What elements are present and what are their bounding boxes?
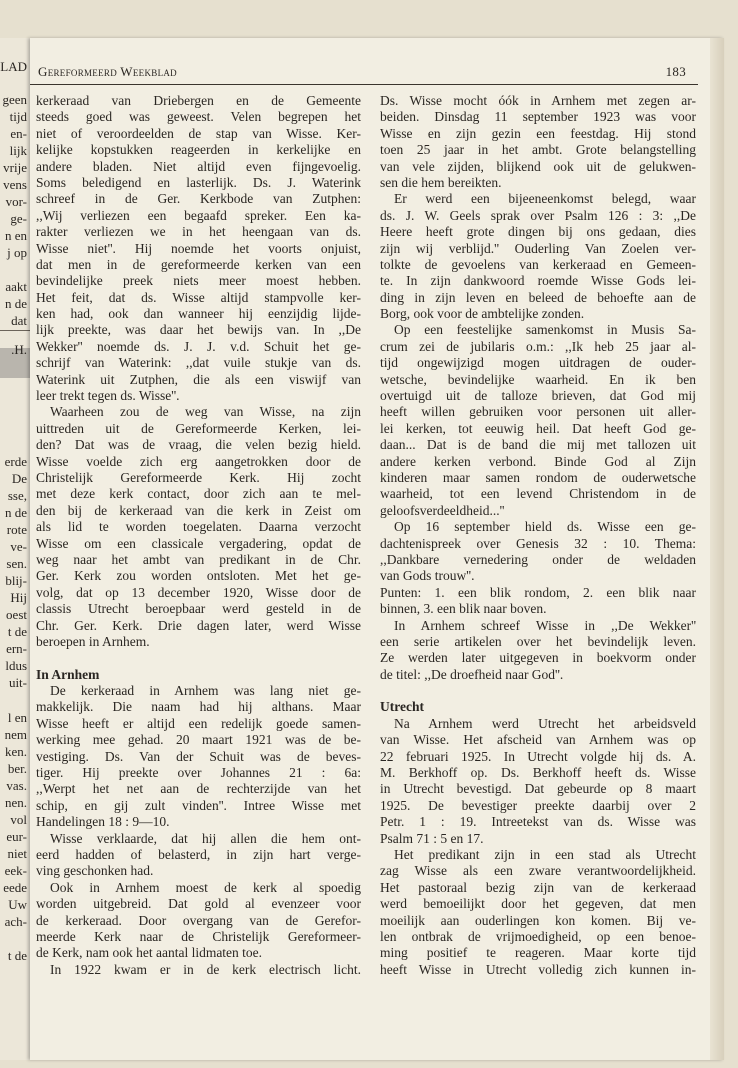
text-line: tijd ongewijzigd mogen uitdragen de ouder- xyxy=(380,355,696,371)
text-line: sen die hem bereikten. xyxy=(380,174,502,190)
text-line: ding in zijn leven en beleed de behoefte aan de xyxy=(380,289,696,305)
text-line: Soms beledigend en lasterlijk. Ds. J. Waterink xyxy=(36,174,361,190)
text-line: dat men in de gereformeerde kerken van een xyxy=(36,256,361,272)
previous-page-text-fragment: vens xyxy=(3,177,27,192)
previous-page-text-fragment: t de xyxy=(7,624,27,639)
text-line: andere kerken verbond. Binde God al Zijn xyxy=(380,453,696,469)
text-line: Christelijk Gereformeerde Kerk. Hij zocht xyxy=(36,469,361,485)
text-line: In 1922 kwam er in de kerk electrisch licht. xyxy=(50,961,361,977)
previous-page-text-fragment: ve- xyxy=(10,539,27,554)
text-line: 1925. De bevestiger preekte daarbij over 2 xyxy=(380,797,696,813)
text-line: schrijf van Waterink: ,,dat vuile stukje van ds. xyxy=(36,355,361,371)
previous-page-text-fragment: ge- xyxy=(10,211,27,226)
text-line: werking mee gehad. 20 maart 1921 was de be- xyxy=(36,732,361,748)
text-line: Wisse niet''. Hij noemde het voorts onjuist, xyxy=(36,240,361,256)
text-line: wetsche, bevindelijke waarheid. En ik ben xyxy=(380,371,696,387)
text-line: rakter verliezen we in het heengaan van ds. xyxy=(36,224,361,240)
text-line: een serie artikelen over het bevindelijk leven. xyxy=(380,633,696,649)
text-line: worden uitgebreid. Dat gold al evenzeer voor xyxy=(36,896,361,912)
previous-page-text-fragment: j op xyxy=(7,245,27,260)
previous-page-text-fragment: aakt xyxy=(5,279,27,294)
text-line: overtuigd uit de talloze brieven, dat God mij xyxy=(380,388,696,404)
previous-page-text-fragment: niet xyxy=(7,846,27,861)
text-line: den bij de kerkeraad van die kerk in Zeist om xyxy=(36,502,361,518)
text-line: ming positief te reageren. Maar korte tijd xyxy=(380,945,696,961)
text-line: classis Utrecht beroepbaar werd gesteld in de xyxy=(36,601,361,617)
page-edge-shadow xyxy=(710,38,724,1060)
previous-page-edge xyxy=(0,38,30,1060)
text-line: Wisse verklaarde, dat hij allen die hem ont- xyxy=(50,830,361,846)
previous-page-text-fragment: ern- xyxy=(6,641,27,656)
text-line: eerd hadden of belasterd, in zijn hart verge- xyxy=(36,846,361,862)
text-line: geloofsverdeeldheid...'' xyxy=(380,502,505,518)
text-line: beiden. Dinsdag 11 september 1923 was voor xyxy=(380,109,696,125)
text-line: heeft willen gebruiken voor personen uit aller- xyxy=(380,404,696,420)
text-line: Wisse om een classicale vergadering, opdat de xyxy=(36,535,361,551)
text-line: de Kerk, nam ook het aantal lidmaten toe. xyxy=(36,945,263,961)
text-line: niet of veroordeelden de stap van Wisse. Ker- xyxy=(36,125,361,141)
previous-page-text-fragment: rote xyxy=(6,522,27,537)
previous-page-text-fragment: t de xyxy=(7,948,27,963)
previous-page-text-fragment: nem xyxy=(4,727,27,742)
previous-page-text-fragment: vrije xyxy=(3,160,27,175)
previous-page-text-fragment: vol xyxy=(10,812,27,827)
previous-page-text-fragment: eur- xyxy=(6,829,27,844)
text-column-left xyxy=(36,93,361,978)
text-line: len ontbrak de vrijmoedigheid, op een benoe- xyxy=(380,928,696,944)
text-line: ds. J. W. Geels sprak over Psalm 126 : 3: ,,De xyxy=(380,207,696,223)
text-line: Waterink uit Zutphen, die als een viswijf van xyxy=(36,371,361,387)
text-line: Wisse en zijn gezin een feestdag. Hij stond xyxy=(380,125,696,141)
publication-title: Gereformeerd Weekblad xyxy=(38,64,177,79)
previous-page-text-fragment: lijk xyxy=(9,143,27,158)
previous-page-text-fragment: geen xyxy=(2,92,27,107)
previous-page-text-fragment: n de xyxy=(4,296,27,311)
previous-page-text-fragment: dat xyxy=(11,313,27,328)
previous-page-text-fragment: vor- xyxy=(5,194,27,209)
text-line: Het predikant zijn in een stad als Utrecht xyxy=(394,846,696,862)
text-line: heeft Wisse in Utrecht volledig zich kunnen in- xyxy=(380,961,696,977)
text-line: van Gods trouw''. xyxy=(380,568,475,584)
text-line: Wisse heeft er altijd een redelijk goede samen- xyxy=(36,715,361,731)
text-line: crum zei de jubilaris o.m.: ,,Ik heb 25 jaar al- xyxy=(380,338,696,354)
text-line: Op 16 september hield ds. Wisse een ge- xyxy=(394,519,696,535)
text-line: beroepen in Arnhem. xyxy=(36,633,150,649)
section-heading: In Arnhem xyxy=(36,666,100,682)
section-heading: Utrecht xyxy=(380,699,424,715)
text-line: Wekker'' noemde ds. J. J. v.d. Schuit het ge- xyxy=(36,338,361,354)
text-line: 22 februari 1925. In Utrecht volgde hij ds. A. xyxy=(380,748,696,764)
text-line: zag Wisse als een zware verantwoordelijkheid. xyxy=(380,863,696,879)
text-line: uittreden uit de Gereformeerde Kerken, lei- xyxy=(36,420,361,436)
text-line: den? Dat was de vraag, die velen bezig hield. xyxy=(36,437,361,453)
text-line: lei kerken, tot eeuwig heil. Dat heeft God ge- xyxy=(380,420,696,436)
text-line: weg naar het ambt van predikant in de Chr. xyxy=(36,551,361,567)
text-line: binnen, 3. een blik naar boven. xyxy=(380,601,547,617)
text-line: ving geschonken had. xyxy=(36,863,154,879)
previous-page-text-fragment: ach- xyxy=(4,914,27,929)
text-line: te. In zijn dankwoord roemde Wisse Gods lei- xyxy=(380,273,696,289)
text-line: met deze kerk contact, door zich aan te mel- xyxy=(36,486,361,502)
previous-page-text-fragment: blij- xyxy=(5,573,27,588)
previous-page-text-fragment: eek- xyxy=(4,863,27,878)
text-line: Het feit, dat ds. Wisse altijd stampvolle ker- xyxy=(36,289,361,305)
text-line: Ds. Wisse mocht óók in Arnhem met zegen ar- xyxy=(380,93,696,108)
text-line: Op een feestelijke samenkomst in Musis Sa- xyxy=(394,322,696,338)
previous-page-text-fragment: vas. xyxy=(6,778,27,793)
text-line: meerde Kerk naar de Christelijk Gereformeer- xyxy=(36,928,361,944)
text-line: De kerkeraad in Arnhem was lang niet ge- xyxy=(50,683,361,699)
previous-page-text-fragment: en- xyxy=(10,126,27,141)
paragraph-gap xyxy=(36,650,361,666)
previous-page-text-fragment: tijd xyxy=(9,109,27,124)
text-line: In Arnhem schreef Wisse in ,,De Wekker'' xyxy=(394,617,696,633)
previous-page-text-fragment: ken. xyxy=(4,744,27,759)
text-line: ,,Wij verliezen een begaafd spreker. Een ka- xyxy=(36,207,361,223)
text-line: Petr. 1 : 19. Intreetekst van ds. Wisse was xyxy=(380,814,696,830)
text-line: Handelingen 18 : 9—10. xyxy=(36,814,170,830)
text-line: leer trekt tegen ds. Wisse''. xyxy=(36,388,180,404)
page-number: 183 xyxy=(665,64,686,79)
text-line: tolkte de gevoelens van kerkeraad en Gemeen- xyxy=(380,256,696,272)
text-line: kinderen maar samen rondom de ouderwetsche xyxy=(380,469,696,485)
previous-page-text-fragment: nen. xyxy=(4,795,27,810)
text-line: toen 25 jaar in het ambt. Grote belangstelling xyxy=(380,142,696,158)
text-line: daan... Dat is de band die mij met tallozen uit xyxy=(380,437,696,453)
text-line: Punten: 1. een blik rondom, 2. een blik naar xyxy=(380,584,696,600)
text-line: ken had, ook dan wanneer hij eenzijdig lijde- xyxy=(36,306,361,322)
text-line: Borg, ook voor de ambtelijke zonden. xyxy=(380,306,585,322)
text-line: de titel: ,,De droefheid naar God''. xyxy=(380,666,564,682)
previous-page-text-fragment: n de xyxy=(4,505,27,520)
text-line: kerkeraad van Driebergen en de Gemeente xyxy=(36,93,361,108)
previous-page-text-fragment: Uw xyxy=(8,897,27,912)
text-line: bevindelijke preek niets meer moest hebben. xyxy=(36,273,361,289)
text-line: waarheid, tot een levend Christendom in de xyxy=(380,486,696,502)
text-line: kelijke kopstukken reageerden in kerkelijke en xyxy=(36,142,361,158)
text-line: Heere heeft grote dingen bij ons gedaan, dies xyxy=(380,224,696,240)
text-line: volg, dat op 13 december 1920, Wisse door de xyxy=(36,584,361,600)
text-line: Ze werden later uitgegeven in boekvorm onder xyxy=(380,650,696,666)
header-rule xyxy=(30,84,698,85)
text-line: Na Arnhem werd Utrecht het arbeidsveld xyxy=(394,715,696,731)
text-column-right xyxy=(380,93,696,978)
text-line: Wisse voelde zich erg aangetrokken door de xyxy=(36,453,361,469)
text-line: in Utrecht bevestigd. Dat gebeurde op 8 maart xyxy=(380,781,696,797)
previous-page-text-fragment: sen. xyxy=(6,556,27,571)
text-line: vestiging. Ds. Van der Schuit was de beves- xyxy=(36,748,361,764)
text-line: zijn wij verblijd.'' Ouderling Van Zoelen ver- xyxy=(380,240,696,256)
text-line: Psalm 71 : 5 en 17. xyxy=(380,830,484,846)
text-line: schreef in de Ger. Kerkbode van Zutphen: xyxy=(36,191,361,207)
previous-page-text-fragment: .H. xyxy=(11,342,27,357)
text-line: M. Berkhoff op. Ds. Berkhoff heeft ds. Wisse xyxy=(380,765,696,781)
text-line: als lid te worden toegelaten. Daarna verzocht xyxy=(36,519,361,535)
previous-page-text-fragment: n en xyxy=(4,228,27,243)
text-line: makkelijk. Die naam had hij althans. Maar xyxy=(36,699,361,715)
text-line: schip, en gij zult vinden''. Intree Wisse met xyxy=(36,797,361,813)
text-line: Er werd een bijeeneenkomst belegd, waar xyxy=(394,191,696,207)
text-line: Chr. Ger. Kerk. Drie dagen later, werd Wisse xyxy=(36,617,361,633)
text-line: werd bemoeilijkt door het gegeven, dat men xyxy=(380,896,696,912)
text-line: Ook in Arnhem moest de kerk al spoedig xyxy=(50,879,361,895)
text-line: moeilijk aan ouderlingen kon komen. Bij ve- xyxy=(380,912,696,928)
text-line: dachtenispreek over Genesis 32 : 10. Thema: xyxy=(380,535,696,551)
text-line: van Wisse. Het afscheid van Arnhem was op xyxy=(380,732,696,748)
previous-page-text-fragment: oest xyxy=(6,607,27,622)
text-line: ,,Dankbare vernedering onder de weldaden xyxy=(380,551,696,567)
text-line: van vele zijden, blijkend ook uit de gelukwen- xyxy=(380,158,696,174)
previous-page-text-fragment: eede xyxy=(3,880,27,895)
text-line: Het pastoraal bezig zijn van de kerkeraad xyxy=(380,879,696,895)
text-line: ,,Werpt het net aan de rechterzijde van het xyxy=(36,781,361,797)
paragraph-gap xyxy=(380,683,696,699)
text-line: Ger. Kerk zou worden ontsloten. Met het ge- xyxy=(36,568,361,584)
text-line: andere bladen. Niet altijd even fijngevoelig. xyxy=(36,158,361,174)
previous-page-text-fragment: sse, xyxy=(7,488,27,503)
previous-page-text-fragment: ldus xyxy=(5,658,27,673)
previous-page-text-fragment: LAD xyxy=(0,59,27,74)
text-line: Waarheen zou de weg van Wisse, na zijn xyxy=(50,404,361,420)
previous-page-text-fragment: uit- xyxy=(8,675,27,690)
previous-page-text-fragment: ber. xyxy=(7,761,27,776)
text-line: lijk preekte, was daar het bewijs van. In ,,De xyxy=(36,322,361,338)
previous-page-text-fragment: De xyxy=(11,471,27,486)
running-header xyxy=(30,60,690,82)
text-line: de kerkeraad. Door overgang van de Gerefor- xyxy=(36,912,361,928)
previous-page-rule xyxy=(0,330,30,331)
text-line: tiger. Hij preekte over Johannes 21 : 6a: xyxy=(36,765,361,781)
previous-page-text-fragment: erde xyxy=(4,454,27,469)
text-line: steeds goed was geweest. Velen begrepen het xyxy=(36,109,361,125)
previous-page-text-fragment: l en xyxy=(7,710,27,725)
previous-page-text-fragment: Hij xyxy=(10,590,27,605)
